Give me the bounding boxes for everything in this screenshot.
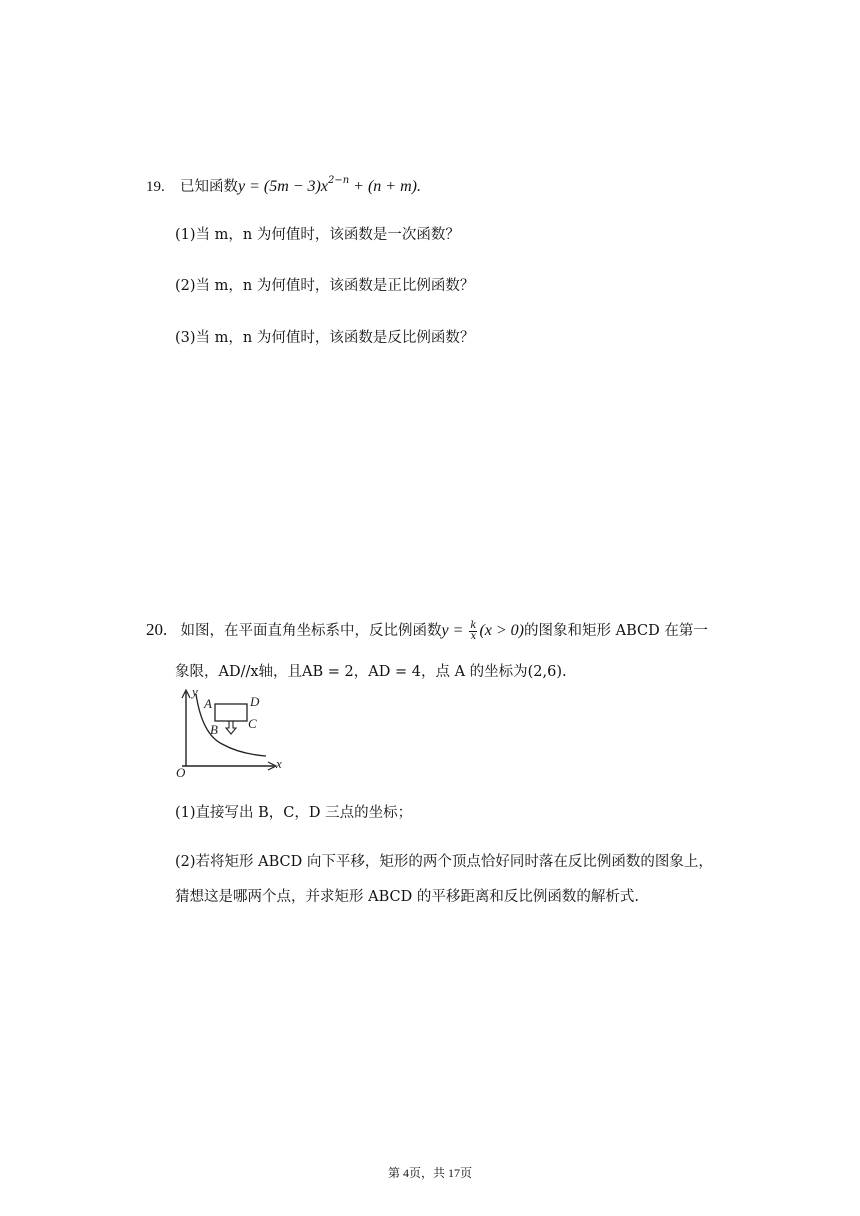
label-y: y [192, 684, 198, 699]
q19-number: 19. [146, 178, 165, 195]
q20-fraction-denominator: x [470, 630, 477, 642]
q20-sub1: (1)直接写出 B，C，D 三点的坐标； [175, 805, 413, 821]
q19-stem-prefix: 已知函数 [179, 178, 238, 195]
q19-stem [146, 173, 421, 197]
label-b: B [210, 722, 218, 737]
q19-formula-b: + (n + m). [349, 177, 421, 195]
q20-line1-y: y = [441, 622, 468, 639]
q20-sub2-line1: (2)若将矩形 ABCD 向下平移，矩形的两个顶点恰好同时落在反比例函数的图象上， [175, 854, 713, 870]
q19-sub1: (1)当 m，n 为何值时，该函数是一次函数？ [175, 227, 460, 243]
q20-line1-prefix: 如图，在平面直角坐标系中，反比例函数 [180, 623, 442, 639]
label-o: O [176, 765, 186, 780]
q19-sub2: (2)当 m，n 为何值时，该函数是正比例函数？ [175, 278, 475, 294]
rectangle-abcd [215, 704, 247, 721]
q20-sub2-line2: 猜想这是哪两个点，并求矩形 ABCD 的平移距离和反比例函数的解析式. [175, 889, 639, 905]
q20-line1-condition: (x > 0) [479, 622, 524, 639]
q19-sub3: (3)当 m，n 为何值时，该函数是反比例函数？ [175, 330, 475, 346]
label-x: x [276, 756, 282, 771]
q19-formula-exponent: 2−n [327, 175, 350, 186]
q20-fraction-numerator: k [470, 619, 477, 631]
q20-number: 20. [146, 620, 168, 639]
q20-stem-line1 [146, 620, 708, 642]
q20-figure [170, 684, 290, 780]
page-footer: 第 4页，共 17页 [387, 1166, 472, 1180]
label-a: A [204, 696, 212, 711]
q20-stem-line2: 象限，AD//x轴，且AB = 2，AD = 4，点 A 的坐标为(2,6). [175, 664, 567, 680]
label-c: C [248, 716, 257, 731]
q19-formula-a: y = (5m − 3)x [237, 177, 328, 195]
q20-line1-suffix: 的图象和矩形 ABCD 在第一 [524, 623, 708, 639]
q20-fraction [469, 621, 477, 642]
down-arrow [226, 721, 236, 734]
label-d: D [250, 694, 260, 709]
